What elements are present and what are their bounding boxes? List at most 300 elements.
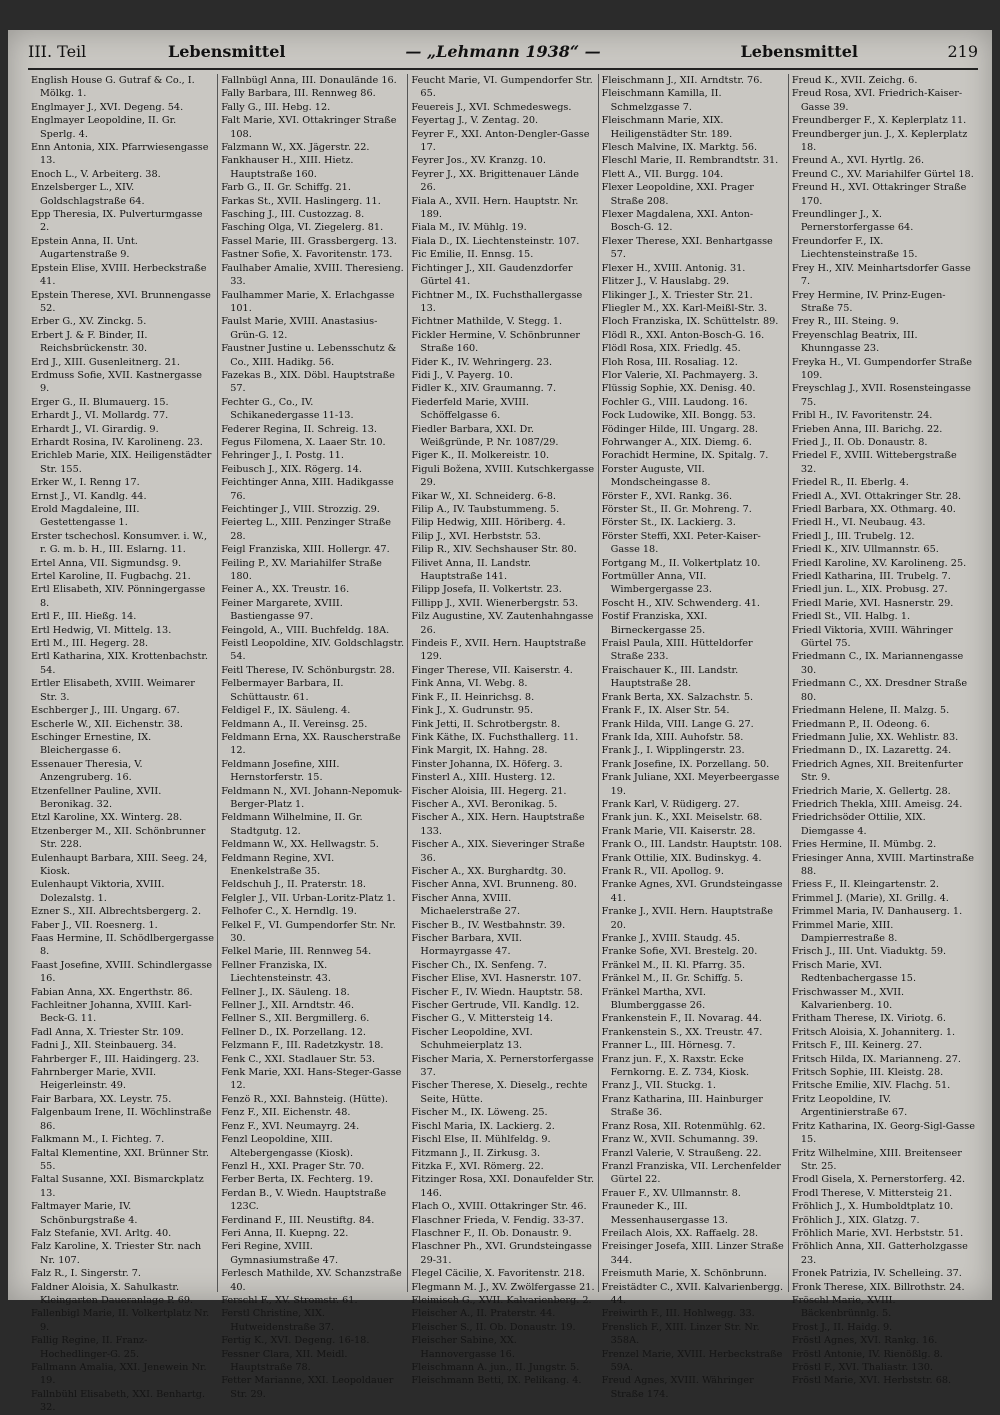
directory-entry: Franz W., XVII. Schumanng. 39. xyxy=(601,1134,759,1146)
directory-entry: Fic Emilie, II. Ennsg. 15. xyxy=(411,249,534,261)
directory-entry: Fellner J., IX. Säuleng. 18. xyxy=(221,986,350,998)
directory-entry: Freiwirth F., III. Hohlwegg. 33. xyxy=(601,1308,755,1320)
publication-title: — „Lehmann 1938“ — xyxy=(405,42,601,61)
directory-entry: Filip R., XIV. Sechshauser Str. 80. xyxy=(411,544,577,556)
directory-entry: Fritham Therese, IX. Viriotg. 6. xyxy=(791,1013,946,1025)
directory-entry: Fortgang M., II. Volkertplatz 10. xyxy=(601,557,761,569)
directory-entry: Friedl Marie, XVI. Hasnerstr. 29. xyxy=(791,597,954,609)
directory-entry: Felkel F., VI. Gumpendorfer Str. Nr. 30. xyxy=(221,919,396,944)
directory-entry: Fallig Regine, II. Franz-Hochedlinger-G. 25. xyxy=(31,1335,148,1360)
directory-entry: Findeis F., XVII. Hern. Hauptstraße 129. xyxy=(411,638,586,663)
directory-entry: Fink Jetti, II. Schrotbergstr. 8. xyxy=(411,718,561,730)
directory-entry: Eulenhaupt Barbara, XIII. Seeg. 24, Kiosk. xyxy=(31,852,208,877)
directory-entry: Fischer Anna, XVIII. Michaelerstraße 27. xyxy=(411,892,521,918)
directory-entry: Friedl J., III. Trubelg. 12. xyxy=(791,530,915,542)
directory-entry: Fink Käthe, IX. Fuchsthallerg. 11. xyxy=(411,731,579,743)
directory-entry: Frankenstein S., XX. Treustr. 47. xyxy=(601,1026,763,1038)
directory-entry: Fillipp J., XVII. Wienerbergstr. 53. xyxy=(411,597,579,609)
directory-entry: Franke J., XVII. Hern. Hauptstraße 20. xyxy=(601,906,773,931)
directory-entry: Flexer Leopoldine, XXI. Prager Straße 208. xyxy=(601,182,754,207)
directory-entry: Fronk Therese, XIX. Billrothstr. 24. xyxy=(791,1281,965,1293)
directory-entry: Frodl Gisela, X. Pernerstorferg. 42. xyxy=(791,1174,966,1186)
directory-entry: Franzl Valerie, V. Straußeng. 22. xyxy=(601,1147,762,1159)
directory-entry: Fiala M., IV. Mühlg. 19. xyxy=(411,222,527,234)
directory-entry: Falz Stefanie, XVI. Arltg. 40. xyxy=(31,1227,172,1239)
directory-entry: Friedl Barbara, XX. Othmarg. 40. xyxy=(791,504,956,515)
directory-entry: Feigl Franziska, XIII. Hollergr. 47. xyxy=(221,544,390,556)
directory-entry: Fortmüller Anna, VII. Wimbergergasse 23. xyxy=(601,571,712,596)
directory-entry: Finsterl A., XIII. Husterg. 12. xyxy=(411,772,556,784)
directory-entry: Flödl Rosa, XIX. Friedlg. 45. xyxy=(601,343,741,355)
directory-entry: Fischer Elise, XVI. Hasnerstr. 107. xyxy=(411,973,582,985)
directory-entry: Friesinger Anna, XVIII. Martinstraße 88. xyxy=(791,852,974,877)
directory-entry: Eschinger Ernestine, IX. Bleichergasse 6. xyxy=(31,731,152,757)
directory-entry: Fleischmann Betti, IX. Pelikang. 4. xyxy=(411,1375,582,1387)
directory-entry: Feldschuh J., II. Praterstr. 18. xyxy=(221,879,366,891)
directory-entry: Frank Ottilie, XIX. Budinskyg. 4. xyxy=(601,852,762,864)
directory-entry: Freud K., XVII. Zeichg. 6. xyxy=(791,75,918,86)
directory-entry: Englmayer Leopoldine, II. Gr. Sperlg. 4. xyxy=(31,115,177,140)
directory-entry: Faulhaber Amalie, XVIII. Theresieng. 33. xyxy=(221,262,404,288)
directory-entry: Freyka H., VI. Gumpendorfer Straße 109. xyxy=(791,356,972,381)
directory-entry: Fischer Ch., IX. Senfeng. 7. xyxy=(411,959,547,971)
directory-entry: Fenk C., XXI. Stadlauer Str. 53. xyxy=(221,1053,376,1065)
directory-entry: Ferdan B., V. Wiedn. Hauptstraße 123C. xyxy=(221,1187,387,1213)
directory-entry: Felhofer C., X. Herndlg. 19. xyxy=(221,906,357,918)
directory-entry: Fischer G., V. Mittersteig 14. xyxy=(411,1013,553,1025)
column-1 xyxy=(28,74,218,1414)
directory-entry: Finger Therese, VII. Kaiserstr. 4. xyxy=(411,664,573,676)
directory-entry: Fehringer J., I. Postg. 11. xyxy=(221,450,344,462)
directory-entry: Fischer Aloisia, III. Hegerg. 21. xyxy=(411,785,567,797)
directory-entry: Fahrberger F., III. Haidingerg. 23. xyxy=(31,1053,200,1065)
directory-entry: Fassel Marie, III. Grassbergerg. 13. xyxy=(221,235,397,247)
directory-entry: Förster Steffi, XXI. Peter-Kaiser-Gasse 18. xyxy=(601,530,761,556)
directory-entry: Erhardt J., VI. Mollardg. 77. xyxy=(31,410,169,422)
directory-entry: Fröstl Agnes, XVI. Rankg. 16. xyxy=(791,1335,938,1347)
directory-entry: Fochler G., VIII. Laudong. 16. xyxy=(601,396,748,408)
directory-entry: Ferber Berta, IX. Fechterg. 19. xyxy=(221,1174,374,1186)
directory-entry: Freud Agnes, XVIII. Währinger Straße 174. xyxy=(601,1375,754,1400)
directory-entry: Fenz F., XVI. Neumayrg. 24. xyxy=(221,1120,360,1132)
directory-entry: Franner L., III. Hörnesg. 7. xyxy=(601,1040,736,1052)
directory-entry: Escherle W., XII. Eichenstr. 38. xyxy=(31,718,183,730)
directory-entry: Förster St., IX. Lackierg. 3. xyxy=(601,517,736,529)
directory-entry: Frischwasser M., XVII. Kalvarienberg. 10. xyxy=(791,986,905,1012)
directory-entry: Feiling P., XV. Mariahilfer Straße 180. xyxy=(221,557,382,583)
directory-entry: Feuereis J., XVI. Schmedeswegs. xyxy=(411,101,572,113)
directory-entry: Fiedler Barbara, XXI. Dr. Weißgründe, P. Nr. 1087/29. xyxy=(411,423,559,448)
directory-entry: Ertl Katharina, XIX. Krottenbachstr. 54. xyxy=(31,651,208,676)
directory-entry: Freyschlag J., XVII. Rosensteingasse 75. xyxy=(791,383,971,408)
directory-entry: Fink J., X. Gudrunstr. 95. xyxy=(411,705,534,717)
directory-entry: Fritz Leopoldine, IV. Argentinierstraße 67. xyxy=(791,1093,908,1119)
directory-entry: Filivet Anna, II. Landstr. Hauptstraße 141. xyxy=(411,557,531,583)
directory-entry: Faulhammer Marie, X. Erlachgasse 101. xyxy=(221,289,395,314)
directory-entry: Friedrich Thekla, XIII. Ameisg. 24. xyxy=(791,798,963,810)
column-5 xyxy=(789,74,978,1387)
directory-entry: Fischl Maria, IX. Lackierg. 2. xyxy=(411,1120,555,1132)
directory-entry: Fleischmann A. jun., II. Jungstr. 5. xyxy=(411,1362,580,1373)
directory-entry: Fröschl Marie, XVIII. Bäckenbrünnlg. 5. xyxy=(791,1294,896,1320)
directory-entry: Friedmann C., IX. Mariannengasse 30. xyxy=(791,651,964,676)
directory-entry: Ezner S., XII. Albrechtsbergerg. 2. xyxy=(31,906,202,918)
directory-entry: Feldmann Regine, XVI. Enenkelstraße 35. xyxy=(221,852,335,877)
directory-entry: Friedl Karoline, XV. Karolineng. 25. xyxy=(791,557,967,569)
directory-entry: Foscht H., XIV. Schwenderg. 41. xyxy=(601,597,761,609)
directory-entry: Fitzinger Rosa, XXI. Donaufelder Str. 146. xyxy=(411,1174,595,1199)
directory-entry: Friedrich Agnes, XII. Breitenfurter Str. 9. xyxy=(791,758,963,784)
directory-entry: Fock Ludowike, XII. Bongg. 53. xyxy=(601,410,756,422)
directory-entry: Erd J., XIII. Gusenleitnerg. 21. xyxy=(31,356,181,368)
directory-entry: Frank jun. K., XXI. Meiselstr. 68. xyxy=(601,812,763,824)
directory-entry: Frankenstein F., II. Novarag. 44. xyxy=(601,1013,762,1025)
directory-entry: Frank R., VII. Apollog. 9. xyxy=(601,865,724,877)
left-section-title: Lebensmittel xyxy=(168,42,286,61)
directory-entry: Finster Johanna, IX. Höferg. 3. xyxy=(411,758,563,770)
directory-entry: Freundberger jun. J., X. Keplerplatz 18. xyxy=(791,128,968,154)
directory-entry: Etzenberger M., XII. Schönbrunner Str. 228. xyxy=(31,825,206,851)
directory-entry: Friedl Katharina, III. Trubelg. 7. xyxy=(791,571,951,583)
directory-entry: Fickler Hermine, V. Schönbrunner Straße 160. xyxy=(411,329,581,355)
directory-entry: Fider K., IV. Wehringerg. 23. xyxy=(411,356,553,368)
directory-entry: Fink F., II. Heinrichsg. 8. xyxy=(411,691,535,703)
directory-entry: Epp Theresia, IX. Pulverturmgasse 2. xyxy=(31,209,203,234)
directory-entry: Faldner Aloisia, X. Sahulkastr. Kleingarten Daueranlage P. 69. xyxy=(31,1281,194,1306)
directory-entry: Feucht Marie, VI. Gumpendorfer Str. 65. xyxy=(411,75,593,100)
directory-entry: Fried J., II. Ob. Donaustr. 8. xyxy=(791,436,928,448)
directory-entry: Fidler K., XIV. Graumanng. 7. xyxy=(411,383,557,395)
directory-entry: Friedl jun. L., XIX. Probusg. 27. xyxy=(791,584,948,596)
directory-entry: Fellner D., IX. Porzellang. 12. xyxy=(221,1026,366,1038)
directory-columns xyxy=(28,74,978,1414)
directory-entry: Figuli Božena, XVIII. Kutschkergasse 29. xyxy=(411,463,595,489)
directory-entry: Fally Barbara, III. Rennweg 86. xyxy=(221,88,376,100)
directory-entry: Franz J., VII. Stuckg. 1. xyxy=(601,1080,717,1092)
directory-entry: Erdmuss Sofie, XVII. Kastnergasse 9. xyxy=(31,369,203,395)
directory-entry: Filip J., XVI. Herbststr. 53. xyxy=(411,530,541,542)
directory-entry: Fleschl Marie, II. Rembrandtstr. 31. xyxy=(601,155,779,167)
directory-entry: Freund A., XVI. Hyrtlg. 26. xyxy=(791,155,925,167)
directory-entry: Fenzl Leopoldine, XIII. Altebergengasse (Kiosk). xyxy=(221,1134,354,1159)
directory-entry: Fechter G., Co., IV. Schikanedergasse 11-13. xyxy=(221,396,354,422)
directory-entry: Fröhlich Marie, XVI. Herbststr. 51. xyxy=(791,1227,964,1239)
directory-entry: Fabian Anna, XX. Engerthstr. 86. xyxy=(31,986,193,998)
directory-entry: Fohrwanger A., XIX. Diemg. 6. xyxy=(601,436,752,448)
directory-entry: Fally G., III. Hebg. 12. xyxy=(221,101,331,113)
directory-entry: Flaschner Ph., XVI. Grundsteingasse 29-31. xyxy=(411,1241,592,1266)
directory-entry: Frank Karl, V. Rüdigerg. 27. xyxy=(601,798,740,810)
directory-entry: Falt Marie, XVI. Ottakringer Straße 108. xyxy=(221,115,397,140)
directory-entry: Feldmann A., II. Vereinsg. 25. xyxy=(221,718,368,730)
directory-entry: Feldmann Wilhelmine, II. Gr. Stadtgutg. 12. xyxy=(221,812,363,837)
directory-entry: Ertl Hedwig, VI. Mittelg. 13. xyxy=(31,624,172,636)
directory-entry: Fribl H., IV. Favoritenstr. 24. xyxy=(791,410,933,422)
directory-entry: Frank Josefine, IX. Porzellang. 50. xyxy=(601,758,770,770)
directory-entry: Fröstl F., XVI. Thaliastr. 130. xyxy=(791,1362,933,1373)
directory-entry: Frank Hilda, VIII. Lange G. 27. xyxy=(601,718,754,730)
directory-entry: Feitl Therese, IV. Schönburgstr. 28. xyxy=(221,664,395,676)
directory-entry: Figer K., II. Molkereistr. 10. xyxy=(411,450,550,462)
directory-entry: Förster F., XVI. Rankg. 36. xyxy=(601,490,733,502)
directory-entry: Friedmann P., II. Odeong. 6. xyxy=(791,718,930,730)
directory-entry: Fritz Katharina, IX. Georg-Sigl-Gasse 15. xyxy=(791,1120,975,1146)
directory-entry: Filip A., IV. Taubstummeng. 5. xyxy=(411,504,560,515)
directory-entry: Förster St., II. Gr. Mohreng. 7. xyxy=(601,504,752,515)
directory-entry: Fallnbügl Anna, III. Donaulände 16. xyxy=(221,75,397,86)
directory-entry: Flaschner Frieda, V. Fendig. 33-37. xyxy=(411,1214,584,1226)
directory-entry: Frey Hermine, IV. Prinz-Eugen-Straße 75. xyxy=(791,289,946,314)
directory-entry: Fiala A., XVII. Hern. Hauptstr. Nr. 189. xyxy=(411,195,579,221)
directory-entry: Felbermayer Barbara, II. Schüttaustr. 61. xyxy=(221,678,344,703)
directory-entry: Freisinger Josefa, XIII. Linzer Straße 344. xyxy=(601,1241,784,1266)
directory-entry: Fröhlich Anna, XII. Gatterholzgasse 23. xyxy=(791,1241,968,1266)
directory-entry: Franz jun. F., X. Raxstr. Ecke Fernkorng. E. Z. 734, Kiosk. xyxy=(601,1053,750,1079)
directory-entry: Frisch J., III. Unt. Viaduktg. 59. xyxy=(791,946,947,958)
directory-entry: Fischer B., IV. Westbahnstr. 39. xyxy=(411,919,566,931)
directory-entry: Feierteg L., XIII. Penzinger Straße 28. xyxy=(221,517,391,542)
directory-entry: Friedl K., XIV. Ullmannstr. 65. xyxy=(791,544,939,556)
directory-entry: Feichtinger J., VIII. Strozzig. 29. xyxy=(221,504,380,515)
directory-entry: Freundorfer F., IX. Liechtensteinstraße 15. xyxy=(791,235,918,261)
directory-entry: Frank Berta, XX. Salzachstr. 5. xyxy=(601,691,754,703)
directory-entry: Fichtner Mathilde, V. Stegg. 1. xyxy=(411,316,563,328)
directory-entry: Fitzka F., XVI. Römerg. 22. xyxy=(411,1160,544,1172)
directory-entry: Etzenfellner Pauline, XVII. Beronikag. 32. xyxy=(31,785,162,810)
directory-entry: Freilach Alois, XX. Raffaelg. 28. xyxy=(601,1227,759,1239)
directory-entry: Faustner Justine u. Lebensschutz & Co., XIII. Hadikg. 56. xyxy=(221,343,397,368)
directory-entry: Fazekas B., XIX. Döbl. Hauptstraße 57. xyxy=(221,369,395,395)
directory-entry: Fritsch F., III. Keinerg. 27. xyxy=(791,1040,923,1052)
directory-entry: Fitzmann J., II. Zirkusg. 3. xyxy=(411,1147,541,1159)
directory-entry: Fronek Patrizia, IV. Schelleing. 37. xyxy=(791,1268,962,1280)
directory-entry: Fadl Anna, X. Triester Str. 109. xyxy=(31,1026,184,1038)
directory-entry: Faber J., VII. Roesnerg. 1. xyxy=(31,919,158,931)
directory-entry: Fachleitner Johanna, XVIII. Karl-Beck-G. 11. xyxy=(31,1000,192,1025)
directory-entry: Fröhlich J., XIX. Glatzg. 7. xyxy=(791,1214,920,1226)
directory-entry: Frodl Therese, V. Mittersteig 21. xyxy=(791,1187,953,1199)
directory-entry: Frank F., IX. Alser Str. 54. xyxy=(601,705,730,717)
directory-entry: Fetter Marianne, XXI. Leopoldauer Str. 29. xyxy=(221,1375,394,1400)
directory-entry: Farkas St., XVII. Haslingerg. 11. xyxy=(221,195,381,207)
directory-entry: Frey R., III. Steing. 9. xyxy=(791,316,899,328)
directory-entry: Fellner Franziska, IX. Liechtensteinstr. 43. xyxy=(221,959,331,985)
directory-entry: Fischer F., IV. Wiedn. Hauptstr. 58. xyxy=(411,986,583,998)
directory-entry: Fischl Else, II. Mühlfeldg. 9. xyxy=(411,1134,551,1146)
directory-entry: Fleischmann Marie, XIX. Heiligenstädter Str. 189. xyxy=(601,115,733,140)
directory-entry: Feri Anna, II. Kuepng. 22. xyxy=(221,1227,349,1239)
directory-entry: Epstein Anna, II. Unt. Augartenstraße 9. xyxy=(31,235,138,261)
directory-entry: Epstein Elise, XVIII. Herbeckstraße 41. xyxy=(31,262,207,288)
directory-entry: Ertel Anna, VII. Sigmundsg. 9. xyxy=(31,557,182,569)
directory-entry: Freund H., XVI. Ottakringer Straße 170. xyxy=(791,182,967,207)
directory-entry: Ferstl Christine, XIX. Hutweidenstraße 37. xyxy=(221,1308,335,1333)
directory-entry: Flexer Magdalena, XXI. Anton-Bosch-G. 12. xyxy=(601,209,754,234)
directory-entry: Fallnbühl Elisabeth, XXI. Benhartg. 32. xyxy=(31,1388,206,1414)
directory-entry: Flett A., VII. Burgg. 104. xyxy=(601,168,724,180)
directory-entry: Fischer Therese, X. Dieselg., rechte Seite, Hütte. xyxy=(411,1080,588,1105)
directory-entry: Franke Agnes, XVI. Grundsteingasse 41. xyxy=(601,879,783,904)
directory-entry: Fichtinger J., XII. Gaudenzdorfer Gürtel 41. xyxy=(411,262,573,288)
directory-entry: Enn Antonia, XIX. Pfarrwiesengasse 13. xyxy=(31,142,209,167)
directory-entry: Frank J., I. Wipplingerstr. 23. xyxy=(601,745,745,757)
directory-entry: Fasching Olga, VI. Ziegelerg. 81. xyxy=(221,222,384,234)
directory-entry: Frost J., II. Haidg. 9. xyxy=(791,1321,893,1333)
directory-entry: Epstein Therese, XVI. Brunnengasse 52. xyxy=(31,289,211,314)
directory-entry: Farb G., II. Gr. Schiffg. 21. xyxy=(221,182,351,194)
directory-entry: Erber G., XV. Zinckg. 5. xyxy=(31,316,147,328)
directory-entry: Friedmann C., XX. Dresdner Straße 80. xyxy=(791,678,968,703)
directory-entry: Friedl St., VII. Halbg. 1. xyxy=(791,611,911,623)
directory-entry: Franz Katharina, III. Hainburger Straße 36. xyxy=(601,1093,763,1119)
directory-entry: Freyenschlag Beatrix, III. Khunngasse 23. xyxy=(791,329,918,355)
directory-entry: Fränkel M., II. Gr. Schiffg. 5. xyxy=(601,973,744,985)
directory-entry: Fränkel Martha, XVI. Blumberggasse 26. xyxy=(601,986,706,1012)
directory-entry: Friedl Viktoria, XVIII. Währinger Gürtel 75. xyxy=(791,624,953,650)
directory-entry: Fertig K., XVI. Degeng. 16-18. xyxy=(221,1335,370,1347)
directory-entry: Flexer H., XVIII. Antonig. 31. xyxy=(601,262,746,274)
directory-entry: Ertler Elisabeth, XVIII. Weimarer Str. 3. xyxy=(31,678,195,703)
directory-entry: Fleischmann Kamilla, II. Schmelzgasse 7. xyxy=(601,88,722,113)
directory-entry: Fliegler M., XX. Karl-Meißl-Str. 3. xyxy=(601,302,768,314)
directory-entry: Fritsch Hilda, IX. Marianneng. 27. xyxy=(791,1053,961,1065)
directory-entry: Flexer Therese, XXI. Benhartgasse 57. xyxy=(601,235,773,261)
directory-entry: Faas Hermine, II. Schödlbergergasse 8. xyxy=(31,933,214,958)
directory-entry: Felzmann F., III. Radetzkystr. 18. xyxy=(221,1040,384,1052)
directory-entry: Ertl Elisabeth, XIV. Pönningergasse 8. xyxy=(31,584,206,609)
directory-entry: Etzl Karoline, XX. Winterg. 28. xyxy=(31,812,183,824)
directory-entry: Feiner A., XX. Treustr. 16. xyxy=(221,584,350,596)
directory-entry: Flüssig Sophie, XX. Denisg. 40. xyxy=(601,383,756,395)
directory-entry: Faltal Susanne, XXI. Bismarckplatz 13. xyxy=(31,1174,204,1199)
directory-entry: Friedel F., XVIII. Wittebergstraße 32. xyxy=(791,450,957,475)
directory-entry: Freismuth Marie, X. Schönbrunn. xyxy=(601,1268,767,1280)
directory-entry: Freund C., XV. Mariahilfer Gürtel 18. xyxy=(791,168,974,180)
directory-entry: Filipp Josefa, II. Volkertstr. 23. xyxy=(411,584,562,596)
directory-entry: Englmayer J., XVI. Degeng. 54. xyxy=(31,101,184,113)
directory-entry: Fenz F., XII. Eichenstr. 48. xyxy=(221,1107,351,1119)
directory-entry: Friedmann Helene, II. Malzg. 5. xyxy=(791,705,950,717)
directory-entry: Feyrer F., XXI. Anton-Dengler-Gasse 17. xyxy=(411,128,590,154)
directory-entry: Friedel R., II. Eberlg. 4. xyxy=(791,477,909,489)
directory-entry: Feyertag J., V. Zentag. 20. xyxy=(411,115,539,127)
directory-entry: Fleischer A., II. Praterstr. 44. xyxy=(411,1308,556,1320)
directory-entry: Felgler J., VII. Urban-Loritz-Platz 1. xyxy=(221,892,396,904)
directory-entry: Fallenbigl Marie, II. Volkertplatz Nr. 9. xyxy=(31,1308,210,1333)
directory-entry: Fadni J., XII. Steinbauerg. 34. xyxy=(31,1040,177,1052)
directory-entry: Fischer Maria, X. Pernerstorfergasse 37. xyxy=(411,1053,594,1079)
directory-entry: Fellner S., XII. Bergmillerg. 6. xyxy=(221,1013,370,1025)
directory-entry: Feldmann N., XVI. Johann-Nepomuk-Berger-Platz 1. xyxy=(221,785,403,810)
directory-page xyxy=(8,30,992,1414)
directory-entry: Floh Rosa, III. Rosaliag. 12. xyxy=(601,356,738,368)
directory-entry: Falz R., I. Singerstr. 7. xyxy=(31,1268,142,1280)
directory-entry: Fischer Barbara, XVII. Hormayrgasse 47. xyxy=(411,933,522,958)
directory-entry: Ertl F., III. Hießg. 14. xyxy=(31,611,137,623)
directory-entry: Flaschner F., II. Ob. Donaustr. 9. xyxy=(411,1227,572,1239)
directory-entry: Fair Barbara, XX. Leystr. 75. xyxy=(31,1093,172,1105)
directory-entry: Fraischauer K., III. Landstr. Hauptstraße 28. xyxy=(601,664,739,690)
directory-entry: Fischer M., IX. Löweng. 25. xyxy=(411,1107,548,1119)
directory-entry: Fallmann Amalia, XXI. Jenewein Nr. 19. xyxy=(31,1362,207,1387)
directory-entry: Fischer A., XIX. Sieveringer Straße 36. xyxy=(411,839,585,864)
directory-entry: Frimmel Marie, XIII. Dampierrestraße 8. xyxy=(791,919,898,944)
directory-entry: Friedl H., VI. Neubaug. 43. xyxy=(791,517,926,529)
directory-entry: Faltmayer Marie, IV. Schönburgstraße 4. xyxy=(31,1201,138,1226)
directory-entry: Eschberger J., III. Ungarg. 67. xyxy=(31,705,180,717)
directory-entry: Fahrnberger Marie, XVII. Heigerleinstr. 49. xyxy=(31,1067,157,1092)
directory-entry: Erhardt J., VI. Girardig. 9. xyxy=(31,423,159,435)
directory-entry: Feistl Leopoldine, XIV. Goldschlagstr. 54. xyxy=(221,638,405,663)
directory-entry: Faulst Marie, XVIII. Anastasius-Grün-G. 12. xyxy=(221,316,378,341)
directory-entry: Ferdinand F., III. Neustiftg. 84. xyxy=(221,1214,375,1226)
directory-entry: Feichtinger Anna, XIII. Hadikgasse 76. xyxy=(221,477,394,502)
directory-entry: Flegel Cäcilie, X. Favoritenstr. 218. xyxy=(411,1268,585,1280)
directory-entry: Fröhlich J., X. Humboldtplatz 10. xyxy=(791,1201,954,1213)
column-4 xyxy=(599,74,789,1400)
directory-entry: Feibusch J., XIX. Rögerg. 14. xyxy=(221,463,362,475)
directory-entry: Fritsche Emilie, XIV. Flachg. 51. xyxy=(791,1080,951,1092)
directory-entry: Fidi J., V. Payerg. 10. xyxy=(411,369,513,381)
directory-entry: Fasching J., III. Custozzag. 8. xyxy=(221,209,365,221)
directory-entry: Friedl A., XVI. Ottakringer Str. 28. xyxy=(791,490,962,502)
directory-entry: Fischer A., XIX. Hern. Hauptstraße 133. xyxy=(411,812,585,837)
directory-entry: Fries Hermine, II. Mümbg. 2. xyxy=(791,839,937,851)
directory-entry: Falgenbaum Irene, II. Wöchlinstraße 86. xyxy=(31,1107,212,1132)
directory-entry: Friedmann Julie, XX. Wehlistr. 83. xyxy=(791,731,959,743)
directory-entry: Eulenhaupt Viktoria, XVIII. Dolezalstg. 1. xyxy=(31,879,165,904)
directory-entry: Falz Karoline, X. Triester Str. nach Nr. 107. xyxy=(31,1241,202,1266)
directory-entry: Fränkel M., II. Kl. Pfarrg. 35. xyxy=(601,959,746,971)
directory-entry: Fischer Gertrude, VII. Kandlg. 12. xyxy=(411,1000,580,1012)
directory-entry: Friedrichsöder Ottilie, XIX. Diemgasse 4. xyxy=(791,812,926,837)
directory-entry: Fiederfeld Marie, XVIII. Schöffelgasse 6. xyxy=(411,396,529,422)
directory-entry: Frank Juliane, XXI. Meyerbeergasse 19. xyxy=(601,772,780,797)
directory-entry: Frieben Anna, III. Barichg. 22. xyxy=(791,423,943,435)
directory-entry: Essenauer Theresia, V. Anzengruberg. 16. xyxy=(31,758,143,784)
directory-entry: Fischer A., XVI. Beronikag. 5. xyxy=(411,798,558,810)
directory-entry: Erker W., I. Renng 17. xyxy=(31,477,140,489)
directory-entry: Federer Regina, II. Schreig. 13. xyxy=(221,423,377,435)
directory-entry: Felkel Marie, III. Rennweg 54. xyxy=(221,946,372,958)
directory-entry: Fischer A., XX. Burghardtg. 30. xyxy=(411,865,567,877)
directory-entry: Friedmann D., IX. Lazarettg. 24. xyxy=(791,745,952,757)
directory-entry: Feiner Margarete, XVIII. Bastiengasse 97. xyxy=(221,597,343,623)
directory-entry: Födinger Hilde, III. Ungarg. 28. xyxy=(601,423,758,435)
directory-entry: Franke Sofie, XVI. Brestelg. 20. xyxy=(601,946,758,958)
right-section-title: Lebensmittel xyxy=(740,42,858,61)
directory-entry: Floch Franziska, IX. Schüttelstr. 89. xyxy=(601,316,779,328)
directory-entry: Enoch L., V. Arbeiterg. 38. xyxy=(31,168,161,180)
directory-entry: Fostif Franziska, XXI. Birneckergasse 25. xyxy=(601,611,708,636)
directory-entry: Fleischmann J., XII. Arndtstr. 76. xyxy=(601,75,763,86)
directory-entry: Falzmann W., XX. Jägerstr. 22. xyxy=(221,142,370,154)
directory-entry: Ferlesch Mathilde, XV. Schanzstraße 40. xyxy=(221,1268,402,1293)
directory-entry: Freistädter C., XVII. Kalvarienbergg. 44. xyxy=(601,1281,784,1306)
directory-entry: Frisch Marie, XVI. Redtenbachergasse 15. xyxy=(791,959,917,985)
directory-entry: Fischer Leopoldine, XVI. Schuhmeierplatz 13. xyxy=(411,1026,533,1052)
directory-entry: Frenslich F., XIII. Linzer Str. Nr. 358A. xyxy=(601,1321,760,1347)
column-3 xyxy=(408,74,598,1387)
directory-entry: Feri Regine, XVIII. Gymnasiumstraße 47. xyxy=(221,1241,339,1266)
directory-entry: Fastner Sofie, X. Favoritenstr. 173. xyxy=(221,249,393,261)
part-label: III. Teil xyxy=(28,42,87,61)
directory-entry: Friess F., II. Kleingartenstr. 2. xyxy=(791,879,939,891)
directory-entry: Fritz Wilhelmine, XIII. Breitenseer Str. 25. xyxy=(791,1147,962,1172)
directory-entry: Fenzö R., XXI. Bahnsteig. (Hütte). xyxy=(221,1093,388,1105)
directory-entry: English House G. Gutraf & Co., I. Mölkg. 1. xyxy=(31,75,195,100)
directory-entry: Fenzl H., XXI. Prager Str. 70. xyxy=(221,1160,365,1172)
